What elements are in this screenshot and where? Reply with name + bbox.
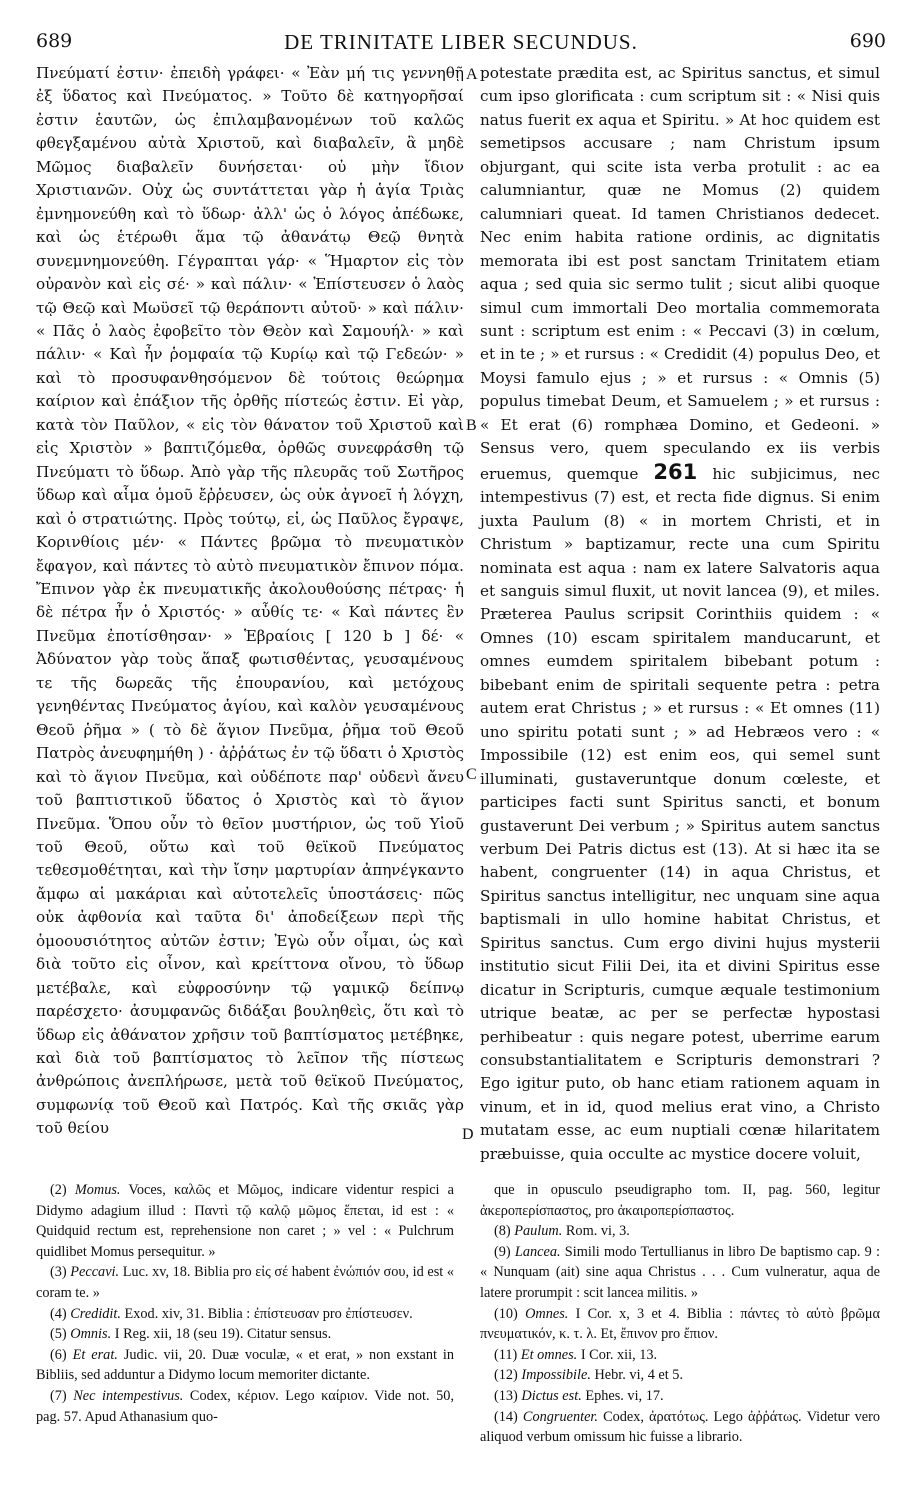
margin-letter-a: A <box>466 66 478 83</box>
latin-paragraph <box>480 62 880 1166</box>
page-number-left: 689 <box>36 30 73 52</box>
footnote: (11) Et omnes. I Cor. xii, 13. <box>494 1346 658 1363</box>
footnote: (3) Peccavi. Luc. xv, 18. Biblia pro εἰς σέ habent ἐνώπιόν σου, id est « coram te. » <box>36 1264 454 1301</box>
footnote: (10) Omnes. I Cor. x, 3 et 4. Biblia : πάντες τὸ αὐτὸ βρῶμα πνευματικόν, κ. τ. λ. Et, ἔπινον pro ἔπιον. <box>480 1305 880 1343</box>
latin-text-column <box>480 62 881 1163</box>
page-mark: 261 <box>653 459 698 484</box>
latin-text-part-2: hic subjicimus, nec intempestivus (7) est, et recta fide dignus. Si enim juxta Paulum (8) « in mortem Christi, et in Christum » baptizamur, recte una cum Spiritu nominata est aqua : nam ex latere Salvatoris aqua et sanguis simul fluxit, ut novit lancea (9), et miles. Præterea Paulus scripsit Corinthiis quidem : « Omnes (10) escam spiritalem manducarunt, et omnes eumdem spiritalem bibebant potum : bibebant enim de spiritali sequente petra : petra autem erat Christus ; » et rursus : « Et omnes (11) uno spiritu potati sunt ; » ad Hebræos vero : « Impossibile (12) est enim eos, qui semel sunt illuminati, gustaveruntque donum cœleste, et participes facti sunt Spiritus sancti, et bonum gustaverunt Dei verbum ; » Spiritus autem sanctus verbum Dei Patris dictus est (13). At si hæc ita se habent, congruenter (14) in aqua Christus, et Spiritus sanctus intelligitur, nec unquam sine aqua baptismali in ullo homine habitat Christus, et Spiritus sanctus. Cum ergo divini hujus mysterii institutio sicut Filii Dei, ita et divini Spiritus esse dicatur in Scripturis, cumque æquale testimonium utrique beatæ, ac per se perfectæ hypostasi perhibeatur : quis negare potest, uberrime earum consubstantialitatem e Scripturis demonstrari ? Ego igitur puto, ob hanc etiam rationem aquam in vinum, et in id, quod melius erat vino, a Christo mutatam esse, ac eum nuptiali cœnæ hilaritatem præbuisse, quia occulte ac mystice docere voluit, <box>480 464 881 1163</box>
footnote-continuation: que in opusculo pseudigrapho tom. II, pag. 560, legitur ἀκεροπερίσπαστος, pro ἀκαιροπερίσπαστος. <box>480 1182 880 1219</box>
footnote: (8) Paulum. Rom. vi, 3. <box>494 1223 630 1240</box>
running-title: DE TRINITATE LIBER SECUNDUS. <box>284 30 638 54</box>
footnote: (6) Et erat. Judic. vii, 20. Duæ voculæ, « et erat, » non exstant in Bibliis, sed adduntur a Didymo locum memoriter dictante. <box>36 1346 454 1384</box>
footnote: (14) Congruenter. Codex, ἀρατότως. Lego ἀῤῥάτως. Videtur vero aliquod verbum omissum hic fuisse a librario. <box>480 1408 881 1446</box>
greek-paragraph: Πνεύματί ἐστιν· ἐπειδὴ γράφει· « Ἐὰν μή τις γεννηθῇ ἐξ ὕδατος καὶ Πνεύματος. » Τοῦτο δὲ κατηγορῆσαί ἐστιν ἑαυτῶν, ὡς ἐπιλαμβανομένων τοῦ καλῶς φθεγξαμένου αὐτὰ Χριστοῦ, καὶ διαβαλεῖν, ἃ μηδὲ Μῶμος διαβαλεῖν δυνήσεται· οὐ μὴν ἴδιον Χριστιανῶν. Οὐχ ὡς συντάττεται γὰρ ἡ ἁγία Τριὰς ἐμνημονεύθη καὶ τὸ ὕδωρ· ἀλλ' ὡς ὁ λόγος ἀπέδωκε, καὶ ὡς ἑτέρωθι ἅμα τῷ ἀθανάτῳ Θεῷ θνητὰ συνεμνημονεύθη. Γέγραπται γάρ· « Ἥμαρτον εἰς τὸν οὐρανὸν καὶ εἰς σέ· » καὶ πάλιν· « Ἐπίστευσεν ὁ λαὸς τῷ Θεῷ καὶ Μωϋσεῖ τῷ θεράποντι αὐτοῦ· » καὶ πάλιν· « Πᾶς ὁ λαὸς ἐφοβεῖτο τὸν Θεὸν καὶ Σαμουήλ· » καὶ πάλιν· « Καὶ ἦν ῥομφαία τῷ Κυρίῳ καὶ τῷ Γεδεών· » καὶ τὸ προσυφανθησόμενον δὲ τούτοις θεώρημα καίριον καὶ ἐπάξιον τῆς ὀρθῆς πίστεώς ἐστιν. Εἰ γὰρ, κατὰ τὸν Παῦλον, « εἰς τὸν θάνατον τοῦ Χριστοῦ καὶ εἰς Χριστὸν » βαπτιζόμεθα, ὀρθῶς συνεφράσθη τῷ Πνεύματι τὸ ὕδωρ. Ἀπὸ γὰρ τῆς πλευρᾶς τοῦ Σωτῆρος ὕδωρ καὶ αἷμα ὁμοῦ ἔῤῥευσεν, ὡς οὐκ ἀγνοεῖ ἡ λόγχη, καὶ ὁ στρατιώτης. Πρὸς τούτῳ, εἰ, ὡς Παῦλος ἔγραψε, Κορινθίοις μέν· « Πάντες βρῶμα τὸ πνευματικὸν ἔφαγον, καὶ πάντες τὸ αὐτὸ πνευματικὸν ἔπινον πόμα. Ἔπινον γὰρ ἐκ πνευματικῆς ἀκολουθούσης πέτρας· ἡ δὲ πέτρα ἦν ὁ Χριστός· » αὖθίς τε· « Καὶ πάντες ἓν Πνεῦμα ἐποτίσθησαν· » Ἑβραίοις [ 120 b ] δέ· « Ἀδύνατον γὰρ τοὺς ἅπαξ φωτισθέντας, γευσαμένους τε τῆς δωρεᾶς τῆς ἐπουρανίου, καὶ μετόχους γενηθέντας Πνεύματος ἁγίου, καὶ καλὸν γευσαμένους Θεοῦ ῥῆμα » ( τὸ δὲ ἅγιον Πνεῦμα, ῥῆμα τοῦ Θεοῦ Πατρὸς ἀνευφημήθη ) · ἀῤῥάτως ἐν τῷ ὕδατι ὁ Χριστὸς καὶ τὸ ἅγιον Πνεῦμα, καὶ οὐδέποτε παρ' οὐδενὶ ἄνευ τοῦ βαπτιστικοῦ ὕδατος ὁ Χριστὸς καὶ τὸ ἅγιον Πνεῦμα. Ὅπου οὖν τὸ θεῖον μυστήριον, ὡς τοῦ Υἱοῦ τοῦ Θεοῦ, οὕτω καὶ τοῦ θεϊκοῦ Πνεύματος τεθεσμοθέτηται, καὶ τὴν ἴσην μαρτυρίαν ἀπηνέγκαντο ἄμφω αἱ μακάριαι καὶ αὐτοτελεῖς ὑποστάσεις· πῶς οὐκ ἀφθονία καὶ ταῦτα δι' ἀποδείξεων περὶ τῆς ὁμοουσιότητος αὐτῶν ἐστιν; Ἐγὼ οὖν οἶμαι, ὡς καὶ διὰ τοῦτο εἰς οἶνον, καὶ κρείττονα οἴνου, τὸ ὕδωρ μετέβαλε, καὶ εὐφροσύνην τῷ γαμικῷ δείπνῳ παρέσχετο· ἀσυμφανῶς διδάξαι βουληθεὶς, ὅτι καὶ τὸ ὕδωρ εἰς ἀθάνατον χρῆσιν τοῦ βαπτίσματος μετέβηκε, καὶ διὰ τοῦ βαπτίσματος τὸ λεῖπον τῆς πίστεως ἀνθρώποις ἀνεπλήρωσε, μετὰ τοῦ θεϊκοῦ Πνεύματος, συμφωνίᾳ τοῦ Θεοῦ καὶ Πατρός. Καὶ τῆς σκιᾶς γὰρ τοῦ θείου <box>36 64 464 1138</box>
greek-text-column <box>36 62 464 1152</box>
footnote: (5) Omnis. I Reg. xii, 18 (seu 19). Citatur sensus. <box>50 1326 332 1343</box>
footnotes-right <box>480 1180 880 1485</box>
footnote: (7) Nec intempestivus. Codex, κέριον. Lego καίριον. Vide not. 50, pag. 57. Apud Athanasium quo- <box>36 1387 455 1425</box>
margin-letter-c: C <box>466 766 477 783</box>
footnote: (4) Credidit. Exod. xiv, 31. Biblia : ἐπίστευσαν pro ἐπίστευσεν. <box>50 1305 413 1322</box>
page-number-right: 690 <box>849 30 886 52</box>
footnote: (12) Impossibile. Hebr. vi, 4 et 5. <box>494 1367 684 1384</box>
footnote: (2) Momus. Voces, καλῶς et Μῶμος, indicare videntur respici a Didymo adagium illud : Παντὶ τῷ καλῷ μῶμος ἕπεται, id est : « Quidquid rectum est, reprehensione non caret ; » vel : « Pulchrum quidlibet Momus persequitur. » <box>36 1182 454 1260</box>
margin-letter-d: D <box>462 1126 474 1143</box>
footnotes-left <box>36 1180 454 1485</box>
latin-text-part-1: potestate prædita est, ac Spiritus sanctus, et simul cum ipso glorificata : cum scriptum sit : « Nisi quis natus fuerit ex aqua et Spiritu. » At hoc quidem est semetipsos accusare ; nam Christum ipsum objurgant, qui scite ista verba protulit : ac ea calumniantur, quæ ne Momus (2) quidem calumniari queat. Id tamen Christianos dedecet. Nec enim habita ratione ordinis, ac dignitatis memorata ibi est post sanctam Trinitatem etiam aqua ; sed quia sic sermo tulit ; sicut alibi quoque simul cum immortali Deo mortalia commemorata sunt : scriptum est enim : « Peccavi (3) in cœlum, et in te ; » et rursus : « Credidit (4) populus Deo, et Moysi famulo ejus ; » et rursus : « Omnis (5) populus timebat Deum, et Samuelem ; » et rursus : « Et erat (6) romphæa Domino, et Gedeoni. » Sensus vero, quem speculando ex iis verbis eruemus, quemque <box>480 64 880 483</box>
footnote: (13) Dictus est. Ephes. vi, 17. <box>494 1387 664 1404</box>
footnote: (9) Lancea. Simili modo Tertullianus in libro De baptismo cap. 9 : « Nunquam (ait) sine aqua Christus . . . Cum vulneratur, aqua de latere prorumpit : scit lancea militis. » <box>480 1243 880 1301</box>
page-header <box>36 30 886 62</box>
margin-letter-b: B <box>466 417 477 434</box>
